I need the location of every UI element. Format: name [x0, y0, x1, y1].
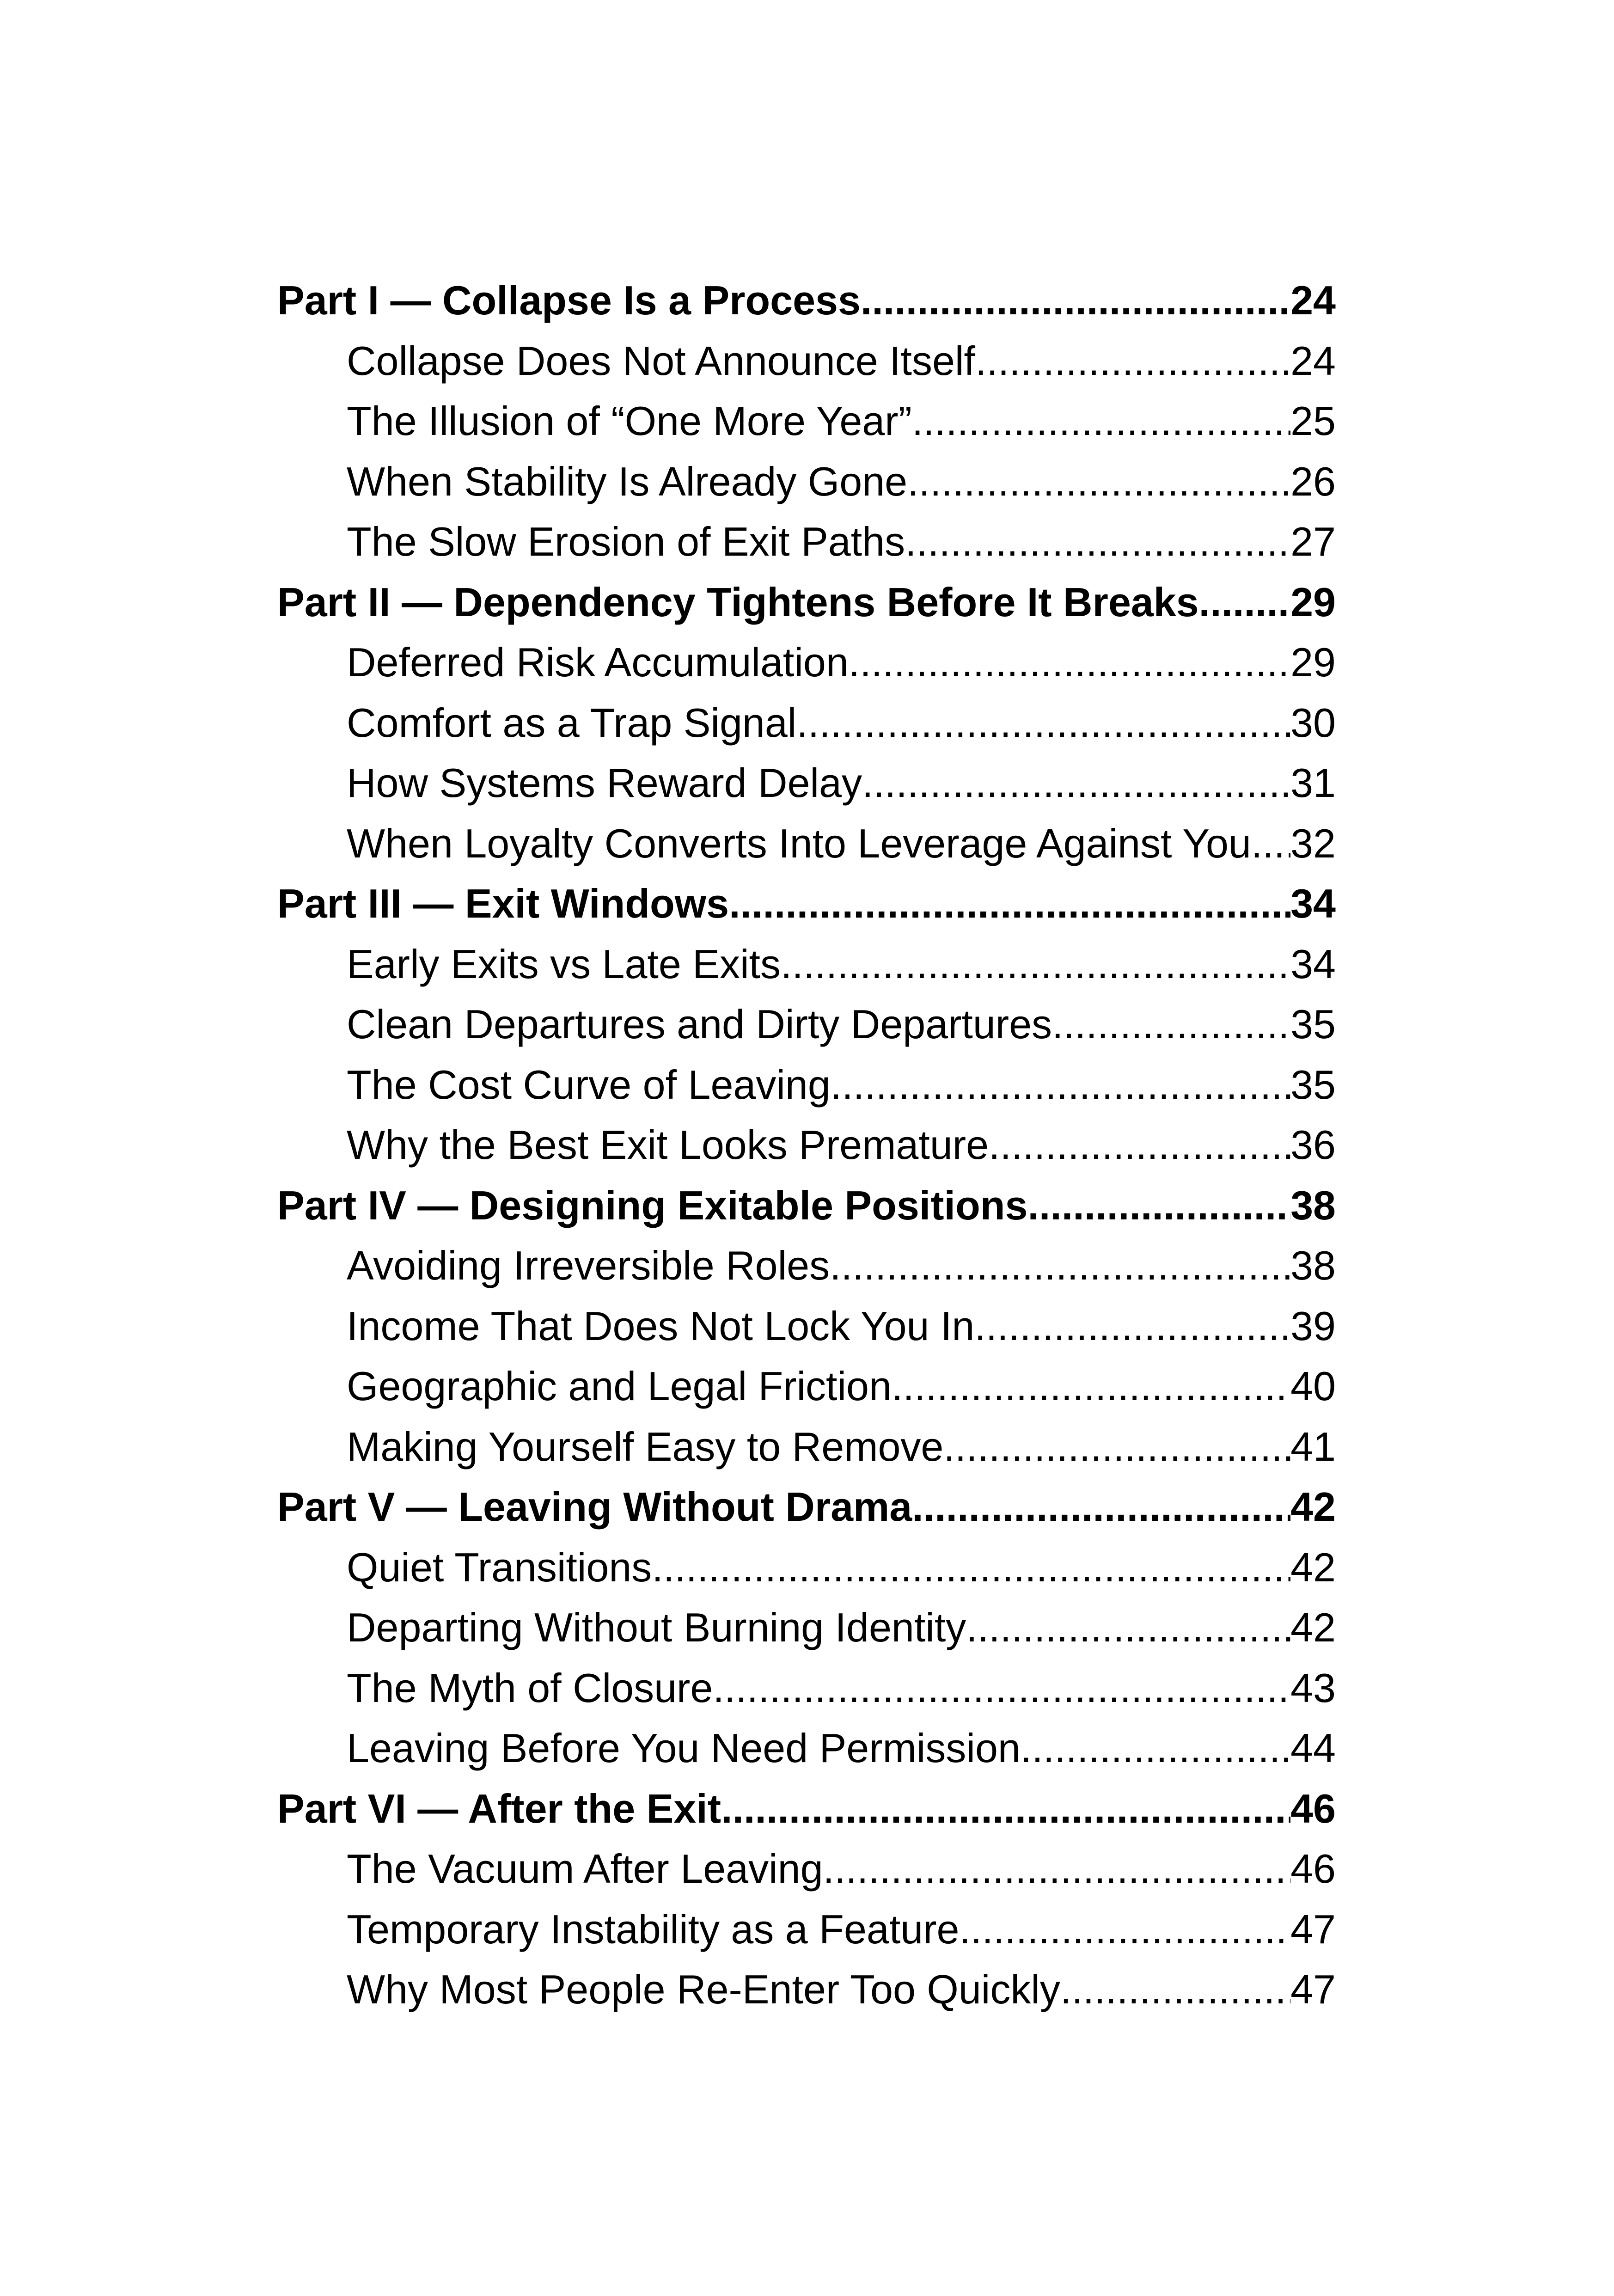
toc-dot-leader — [912, 1477, 1290, 1537]
toc-entry-title: The Vacuum After Leaving — [347, 1846, 823, 1892]
toc-chapter-entry — [277, 1417, 1336, 1477]
toc-dot-leader — [1027, 1176, 1290, 1236]
toc-part-entry — [277, 874, 1336, 934]
toc-entry-title: When Stability Is Already Gone — [347, 458, 908, 504]
toc-page-number: 42 — [1290, 1544, 1336, 1590]
toc-chapter-entry — [277, 1959, 1336, 2020]
toc-entry-title: Leaving Before You Need Permission — [347, 1725, 1021, 1771]
toc-entry-title: Part IV — Designing Exitable Positions — [277, 1182, 1028, 1228]
toc-part-entry — [277, 1176, 1336, 1236]
toc-dot-leader — [907, 452, 1290, 512]
toc-dot-leader — [975, 331, 1290, 392]
toc-dot-leader — [831, 1055, 1290, 1115]
toc-chapter-entry — [277, 934, 1336, 995]
toc-dot-leader — [713, 1658, 1290, 1719]
toc-dot-leader — [892, 1356, 1290, 1417]
toc-entry-title: Avoiding Irreversible Roles — [347, 1243, 830, 1288]
toc-page-number: 24 — [1290, 337, 1336, 384]
toc-part-entry — [277, 1477, 1336, 1537]
toc-dot-leader — [729, 874, 1290, 934]
toc-dot-leader — [1052, 994, 1290, 1055]
toc-entry-title: Part II — Dependency Tightens Before It Breaks — [277, 579, 1199, 625]
toc-entry-title: Part VI — After the Exit — [277, 1785, 721, 1831]
toc-chapter-entry — [277, 1296, 1336, 1357]
toc-entry-title: Temporary Instability as a Feature — [347, 1906, 960, 1952]
toc-entry-title: Deferred Risk Accumulation — [347, 639, 849, 685]
toc-part-entry — [277, 1779, 1336, 1839]
toc-entry-title: Part V — Leaving Without Drama — [277, 1484, 912, 1530]
toc-entry-title: Comfort as a Trap Signal — [347, 699, 797, 746]
toc-entry-title: Clean Departures and Dirty Departures — [347, 1001, 1052, 1047]
toc-page-number: 47 — [1290, 1906, 1336, 1952]
toc-page-number: 46 — [1290, 1785, 1336, 1831]
toc-page-number: 30 — [1290, 699, 1336, 746]
toc-page-number: 25 — [1290, 398, 1336, 444]
toc-dot-leader — [652, 1537, 1290, 1598]
toc-page-number: 42 — [1290, 1484, 1336, 1530]
toc-dot-leader — [830, 1236, 1290, 1296]
toc-chapter-entry — [277, 1718, 1336, 1779]
toc-page-number: 27 — [1290, 519, 1336, 564]
toc-entry-title: Making Yourself Easy to Remove — [347, 1423, 944, 1469]
toc-entry-title: Part III — Exit Windows — [277, 881, 729, 926]
toc-entry-title: Collapse Does Not Announce Itself — [347, 337, 975, 384]
toc-page-number: 44 — [1290, 1725, 1336, 1771]
toc-page-number: 34 — [1290, 881, 1336, 926]
toc-dot-leader — [905, 512, 1290, 572]
table-of-contents — [277, 270, 1336, 2020]
toc-dot-leader — [1251, 814, 1290, 874]
toc-entry-title: The Slow Erosion of Exit Paths — [347, 519, 905, 564]
toc-dot-leader — [989, 1115, 1290, 1176]
toc-dot-leader — [974, 1296, 1290, 1357]
toc-dot-leader — [781, 934, 1290, 995]
toc-entry-title: Why Most People Re-Enter Too Quickly — [347, 1966, 1060, 2012]
toc-page-number: 31 — [1290, 760, 1336, 806]
toc-dot-leader — [823, 1839, 1291, 1899]
toc-dot-leader — [966, 1598, 1290, 1658]
toc-page-number: 39 — [1290, 1303, 1336, 1349]
toc-entry-title: The Illusion of “One More Year” — [347, 398, 912, 444]
toc-dot-leader — [862, 753, 1290, 814]
toc-entry-title: Why the Best Exit Looks Premature — [347, 1122, 989, 1168]
toc-chapter-entry — [277, 1356, 1336, 1417]
toc-entry-title: Geographic and Legal Friction — [347, 1363, 892, 1409]
toc-chapter-entry — [277, 391, 1336, 452]
toc-dot-leader — [849, 632, 1290, 693]
toc-chapter-entry — [277, 1598, 1336, 1658]
toc-chapter-entry — [277, 814, 1336, 874]
toc-dot-leader — [959, 1899, 1290, 1960]
toc-entry-title: The Cost Curve of Leaving — [347, 1061, 831, 1108]
toc-dot-leader — [1060, 1959, 1290, 2020]
toc-page-number: 35 — [1290, 1001, 1336, 1047]
toc-page-number: 26 — [1290, 458, 1336, 504]
toc-chapter-entry — [277, 1899, 1336, 1960]
toc-chapter-entry — [277, 452, 1336, 512]
toc-chapter-entry — [277, 693, 1336, 753]
toc-chapter-entry — [277, 512, 1336, 572]
toc-chapter-entry — [277, 1236, 1336, 1296]
toc-entry-title: Departing Without Burning Identity — [347, 1604, 966, 1650]
toc-entry-title: The Myth of Closure — [347, 1665, 713, 1711]
toc-dot-leader — [721, 1779, 1290, 1839]
toc-chapter-entry — [277, 1839, 1336, 1899]
toc-page-number: 38 — [1290, 1182, 1336, 1228]
toc-page-number: 29 — [1290, 639, 1336, 685]
toc-page-number: 41 — [1290, 1423, 1336, 1469]
toc-chapter-entry — [277, 1055, 1336, 1115]
toc-entry-title: When Loyalty Converts Into Leverage Against You — [347, 820, 1251, 866]
toc-entry-title: Part I — Collapse Is a Process — [277, 277, 861, 323]
toc-page-number: 32 — [1290, 820, 1336, 866]
toc-page-number: 40 — [1290, 1363, 1336, 1409]
toc-page-number: 29 — [1290, 579, 1336, 625]
toc-part-entry — [277, 270, 1336, 331]
toc-page-number: 36 — [1290, 1122, 1336, 1168]
toc-page-number: 38 — [1290, 1243, 1336, 1288]
toc-page-number: 35 — [1290, 1061, 1336, 1108]
toc-chapter-entry — [277, 331, 1336, 392]
toc-dot-leader — [943, 1417, 1290, 1477]
toc-chapter-entry — [277, 632, 1336, 693]
toc-part-entry — [277, 572, 1336, 633]
toc-page-number: 43 — [1290, 1665, 1336, 1711]
toc-dot-leader — [1021, 1718, 1290, 1779]
toc-page-number: 24 — [1290, 277, 1336, 323]
toc-dot-leader — [1199, 572, 1290, 633]
toc-page-number: 42 — [1290, 1604, 1336, 1650]
toc-chapter-entry — [277, 994, 1336, 1055]
toc-chapter-entry — [277, 1537, 1336, 1598]
toc-entry-title: Income That Does Not Lock You In — [347, 1303, 975, 1349]
toc-page-number: 47 — [1290, 1966, 1336, 2012]
toc-chapter-entry — [277, 1115, 1336, 1176]
toc-entry-title: Quiet Transitions — [347, 1544, 652, 1590]
toc-dot-leader — [861, 270, 1290, 331]
toc-page-number: 34 — [1290, 941, 1336, 987]
toc-page-number: 46 — [1290, 1846, 1336, 1892]
toc-entry-title: How Systems Reward Delay — [347, 760, 862, 806]
toc-entry-title: Early Exits vs Late Exits — [347, 941, 781, 987]
toc-chapter-entry — [277, 753, 1336, 814]
toc-dot-leader — [912, 391, 1290, 452]
toc-chapter-entry — [277, 1658, 1336, 1719]
toc-dot-leader — [796, 693, 1290, 753]
